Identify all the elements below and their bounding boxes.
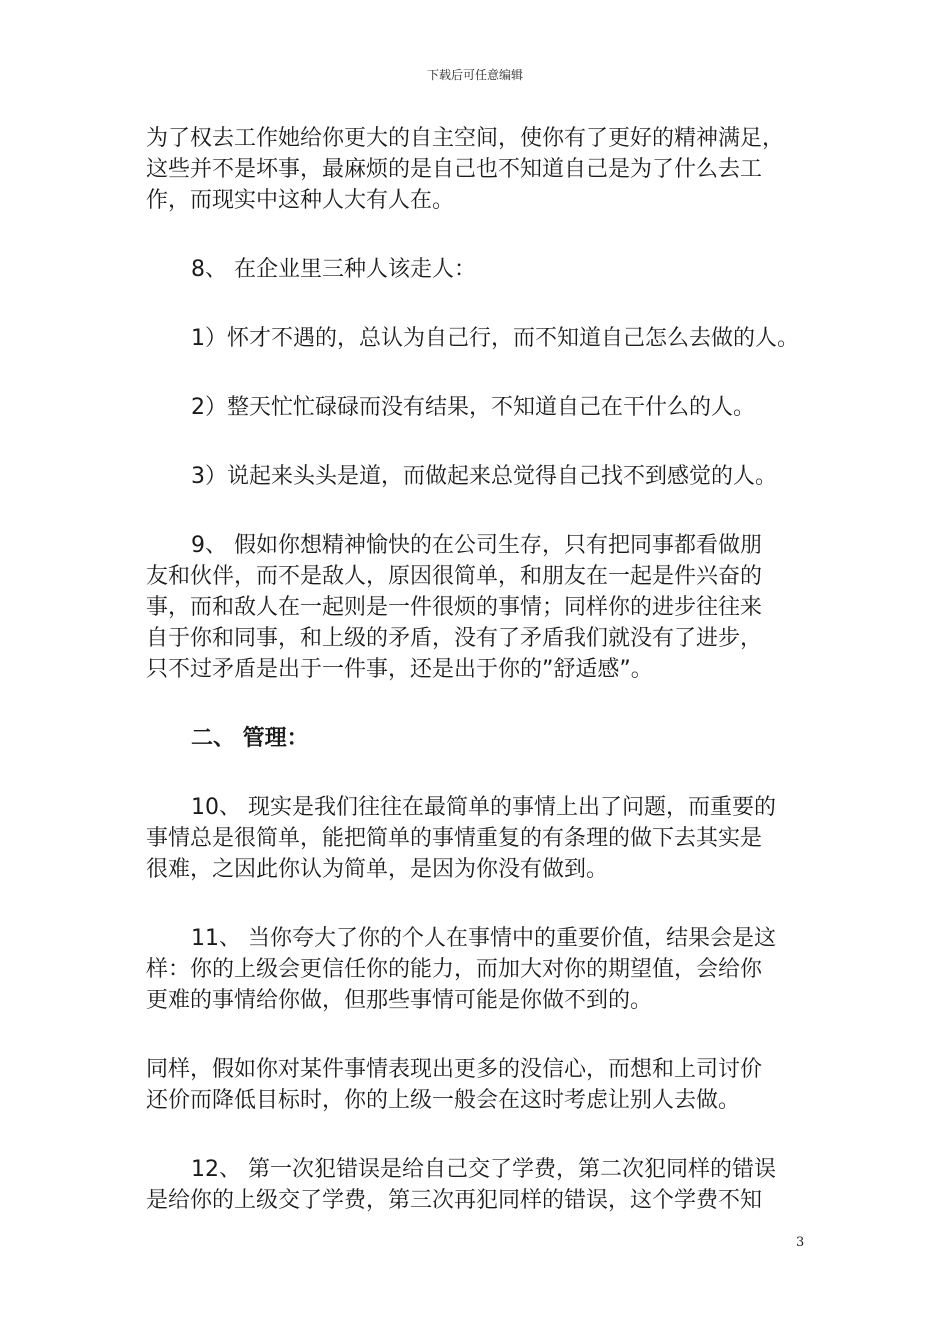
text-line: 同样，假如你对某件事情表现出更多的没信心，而想和上司讨价 (146, 1057, 763, 1082)
text-line: 是给你的上级交了学费，第三次再犯同样的错误，这个学费不知 (146, 1188, 763, 1213)
paragraph-similarly (146, 1054, 826, 1116)
list-item-3 (146, 461, 826, 492)
text-line: 友和伙伴，而不是敌人，原因很简单，和朋友在一起是件兴奋的 (146, 564, 763, 589)
page-header: 下载后可任意编辑 (426, 68, 523, 82)
list-item-2 (146, 392, 826, 423)
text-line: 事，而和敌人在一起则是一件很烦的事情；同样你的进步往往来 (146, 595, 763, 620)
paragraph-item-9 (146, 530, 826, 685)
text-line: 还价而降低目标时，你的上级一般会在这时考虑让别人去做。 (146, 1088, 741, 1113)
list-item-1 (146, 323, 826, 354)
paragraph-item-10 (146, 792, 826, 885)
paragraph-item-8 (146, 254, 826, 285)
paragraph-item-12 (146, 1154, 826, 1216)
text-line: 12、 第一次犯错误是给自己交了学费，第二次犯同样的错误 (191, 1157, 776, 1182)
text-line: 11、 当你夸大了你的个人在事情中的重要价值，结果会是这 (191, 926, 776, 951)
paragraph-work-motivation (146, 123, 826, 216)
text-line: 更难的事情给你做，但那些事情可能是你做不到的。 (146, 988, 653, 1013)
paragraph-item-11 (146, 923, 826, 1016)
text-line: 9、 假如你想精神愉快的在公司生存，只有把同事都看做朋 (191, 533, 762, 558)
text-line: 很难，之因此你认为简单，是因为你没有做到。 (146, 857, 609, 882)
text-line: 3）说起来头头是道，而做起来总觉得自己找不到感觉的人。 (191, 464, 777, 489)
text-line: 8、 在企业里三种人该走人： (191, 257, 476, 282)
text-line: 样：你的上级会更信任你的能力，而加大对你的期望值，会给你 (146, 957, 763, 982)
section-heading-management (146, 723, 826, 754)
document-body (146, 123, 826, 1216)
text-line: 事情总是很简单，能把简单的事情重复的有条理的做下去其实是 (146, 826, 763, 851)
text-line: 自于你和同事，和上级的矛盾，没有了矛盾我们就没有了进步， (146, 626, 763, 651)
text-line: 1）怀才不遇的，总认为自己行，而不知道自己怎么去做的人。 (191, 326, 799, 351)
text-line: 为了权去工作她给你更大的自主空间，使你有了更好的精神满足， (146, 126, 785, 151)
heading-text: 二、 管理： (191, 726, 309, 751)
page-number: 3 (796, 1235, 805, 1250)
text-line: 10、 现实是我们往往在最简单的事情上出了问题，而重要的 (191, 795, 776, 820)
text-line: 作，而现实中这种人大有人在。 (146, 188, 455, 213)
text-line: 只不过矛盾是出于一件事，还是出于你的”舒适感”。 (146, 657, 653, 682)
text-line: 这些并不是坏事，最麻烦的是自己也不知道自己是为了什么去工 (146, 157, 763, 182)
text-line: 2）整天忙忙碌碌而没有结果，不知道自己在干什么的人。 (191, 395, 755, 420)
